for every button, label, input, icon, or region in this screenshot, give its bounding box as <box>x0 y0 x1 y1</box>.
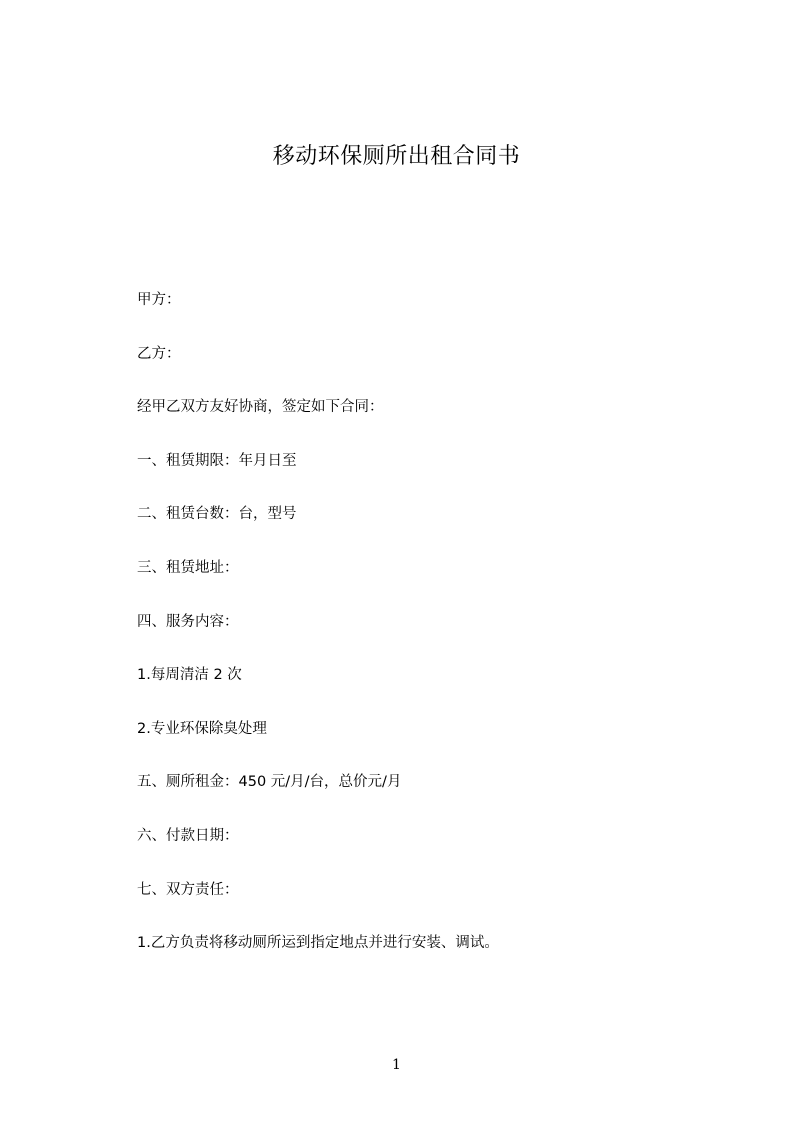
party-a-line: 甲方： <box>137 292 181 308</box>
clause-payment-date: 六、付款日期： <box>137 827 239 844</box>
clause-unit-count: 二、租赁台数：台，型号 <box>137 506 297 523</box>
party-b-line: 乙方： <box>137 345 181 362</box>
preamble-line: 经甲乙双方友好协商，签定如下合同： <box>137 399 384 416</box>
service-item-deodorizing: 2.专业环保除臭处理 <box>137 720 267 737</box>
clause-lease-address: 三、租赁地址： <box>137 559 239 576</box>
clause-service-content: 四、服务内容： <box>137 613 239 630</box>
clause-rent: 五、厕所租金：450 元/月/台，总价元/月 <box>137 774 402 791</box>
responsibility-item-1: 1.乙方负责将移动厕所运到指定地点并进行安装、调试。 <box>137 935 499 952</box>
service-item-cleaning: 1.每周清洁 2 次 <box>137 667 242 684</box>
page-number: 1 <box>392 1057 401 1073</box>
document-title: 移动环保厕所出租合同书 <box>272 144 521 169</box>
clause-responsibilities: 七、双方责任： <box>137 881 239 898</box>
clause-lease-term: 一、租赁期限：年月日至 <box>137 452 297 469</box>
contract-body <box>137 289 499 986</box>
